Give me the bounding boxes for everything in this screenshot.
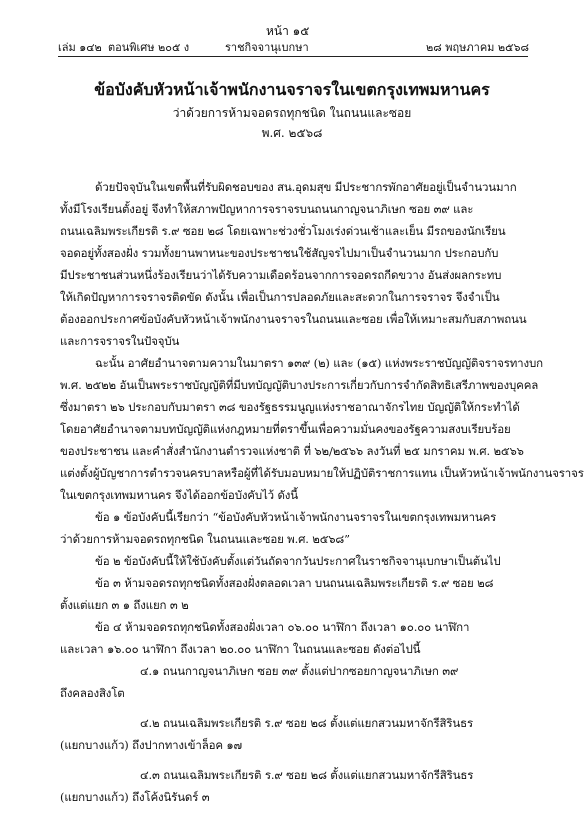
- body-line: ในเขตกรุงเทพมหานคร จึงได้ออกข้อบังคับไว้ ดังนี้: [60, 488, 298, 502]
- body-line: ด้วยปัจจุบันในเขตพื้นที่รับผิดชอบของ สน.อุดมสุข มีประชากรพักอาศัยอยู่เป็นจำนวนมาก: [95, 180, 517, 194]
- body-line: ของประชาชน และคำสั่งสำนักงานตำรวจแห่งชาติ ที่ ๖๒/๒๕๖๖ ลงวันที่ ๒๕ มกราคม พ.ศ. ๒๕๖๖: [60, 444, 524, 458]
- clause-1: ข้อ ๑ ข้อบังคับนี้เรียกว่า “ข้อบังคับหัวหน้าเจ้าพนักงานจราจรในเขตกรุงเทพมหานคร: [95, 510, 497, 524]
- gazette-header: [58, 38, 528, 54]
- body-line: (แยกบางแก้ว) ถึงปากทางเข้าล็อค ๑๗: [60, 738, 243, 752]
- body-line: ถนนเฉลิมพระเกียรติ ร.๙ ซอย ๒๘ โดยเฉพาะช่วงชั่วโมงเร่งด่วนเช้าและเย็น มีรถของนักเรียน: [60, 224, 506, 238]
- document-year: พ.ศ. ๒๕๖๘: [261, 126, 323, 140]
- issue: ตอนพิเศษ ๒๐๕ ง: [108, 41, 190, 54]
- body-line: ถึงคลองสิงโต: [60, 686, 125, 700]
- body-line: มีประชาชนส่วนหนึ่งร้องเรียนว่าได้รับความเดือดร้อนจากการจอดรถกีดขวาง อันส่งผลกระทบ: [60, 268, 502, 282]
- body-line: ซึ่งมาตรา ๒๖ ประกอบกับมาตรา ๓๘ ของรัฐธรรมนูญแห่งราชอาณาจักรไทย บัญญัติให้กระทำได้: [60, 400, 520, 414]
- document-subtitle: ว่าด้วยการห้ามจอดรถทุกชนิด ในถนนและซอย: [172, 106, 412, 120]
- body-line: แต่งตั้งผู้บัญชาการตำรวจนครบาลหรือผู้ที่ได้รับมอบหมายให้ปฏิบัติราชการแทน เป็นหัวหน้าเจ้าพนักงานจราจร: [60, 466, 584, 480]
- body-line: โดยอาศัยอำนาจตามบทบัญญัติแห่งกฎหมายที่ตราขึ้นเพื่อความมั่นคงของรัฐความสงบเรียบร้อย: [60, 422, 511, 436]
- body-line: และการจราจรในปัจจุบัน: [60, 334, 180, 348]
- clause-4: ข้อ ๔ ห้ามจอดรถทุกชนิดทั้งสองฝั่งเวลา ๐๖.๐๐ นาฬิกา ถึงเวลา ๑๐.๐๐ นาฬิกา: [95, 620, 470, 634]
- clause-3: ข้อ ๓ ห้ามจอดรถทุกชนิดทั้งสองฝั่งตลอดเวลา บนถนนเฉลิมพระเกียรติ ร.๙ ซอย ๒๘: [95, 576, 494, 590]
- header-rule: [58, 56, 528, 57]
- clause-2: ข้อ ๒ ข้อบังคับนี้ให้ใช้บังคับตั้งแต่วันถัดจากวันประกาศในราชกิจจานุเบกษาเป็นต้นไป: [95, 554, 501, 568]
- page-number: หน้า ๑๕: [266, 24, 310, 38]
- body-line: ให้เกิดปัญหาการจราจรติดขัด ดังนั้น เพื่อเป็นการปลอดภัยและสะดวกในการจราจร จึงจำเป็น: [60, 290, 500, 304]
- body-line: พ.ศ. ๒๕๒๒ อันเป็นพระราชบัญญัติที่มีบทบัญญัติบางประการเกี่ยวกับการจำกัดสิทธิเสรีภาพของบุคคล: [60, 378, 539, 392]
- clause-4-1: ๔.๑ ถนนกาญจนาภิเษก ซอย ๓๙ ตั้งแต่ปากซอยกาญจนาภิเษก ๓๙: [140, 664, 459, 678]
- body-line: จอดอยู่ทั้งสองฝั่ง รวมทั้งยานพาหนะของประชาชนใช้สัญจรไปมาเป็นจำนวนมาก ประกอบกับ: [60, 246, 499, 260]
- clause-4-3: ๔.๓ ถนนเฉลิมพระเกียรติ ร.๙ ซอย ๒๘ ตั้งแต่แยกสวนมหาจักรีสิรินธร: [140, 768, 474, 782]
- body-line: ทั้งมีโรงเรียนตั้งอยู่ จึงทำให้สภาพปัญหาการจราจรบนถนนกาญจนาภิเษก ซอย ๓๙ และ: [60, 202, 474, 216]
- body-line: ฉะนั้น อาศัยอำนาจตามความในมาตรา ๑๓๙ (๒) และ (๑๕) แห่งพระราชบัญญัติจราจรทางบก: [95, 356, 543, 370]
- body-line: (แยกบางแก้ว) ถึงโค้งนิรันดร์ ๓: [60, 790, 210, 804]
- publication-date: ๒๘ พฤษภาคม ๒๕๖๘: [426, 41, 529, 54]
- publication-name: ราชกิจจานุเบกษา: [225, 41, 309, 54]
- clause-4-2: ๔.๒ ถนนเฉลิมพระเกียรติ ร.๙ ซอย ๒๘ ตั้งแต่แยกสวนมหาจักรีสิรินธร: [140, 716, 474, 730]
- body-line: และเวลา ๑๖.๐๐ นาฬิกา ถึงเวลา ๒๐.๐๐ นาฬิกา ในถนนและซอย ดังต่อไปนี้: [60, 642, 421, 656]
- document-title: ข้อบังคับหัวหน้าเจ้าพนักงานจราจรในเขตกรุงเทพมหานคร: [94, 80, 490, 99]
- body-line: ว่าด้วยการห้ามจอดรถทุกชนิด ในถนนและซอย พ.ศ. ๒๕๖๘”: [60, 532, 350, 546]
- volume: เล่ม ๑๔๒: [58, 41, 102, 54]
- body-line: ตั้งแต่แยก ๓ ๑ ถึงแยก ๓ ๒: [60, 598, 189, 612]
- body-line: ต้องออกประกาศข้อบังคับหัวหน้าเจ้าพนักงานจราจรในถนนและซอย เพื่อให้เหมาะสมกับสภาพถนน: [60, 312, 527, 326]
